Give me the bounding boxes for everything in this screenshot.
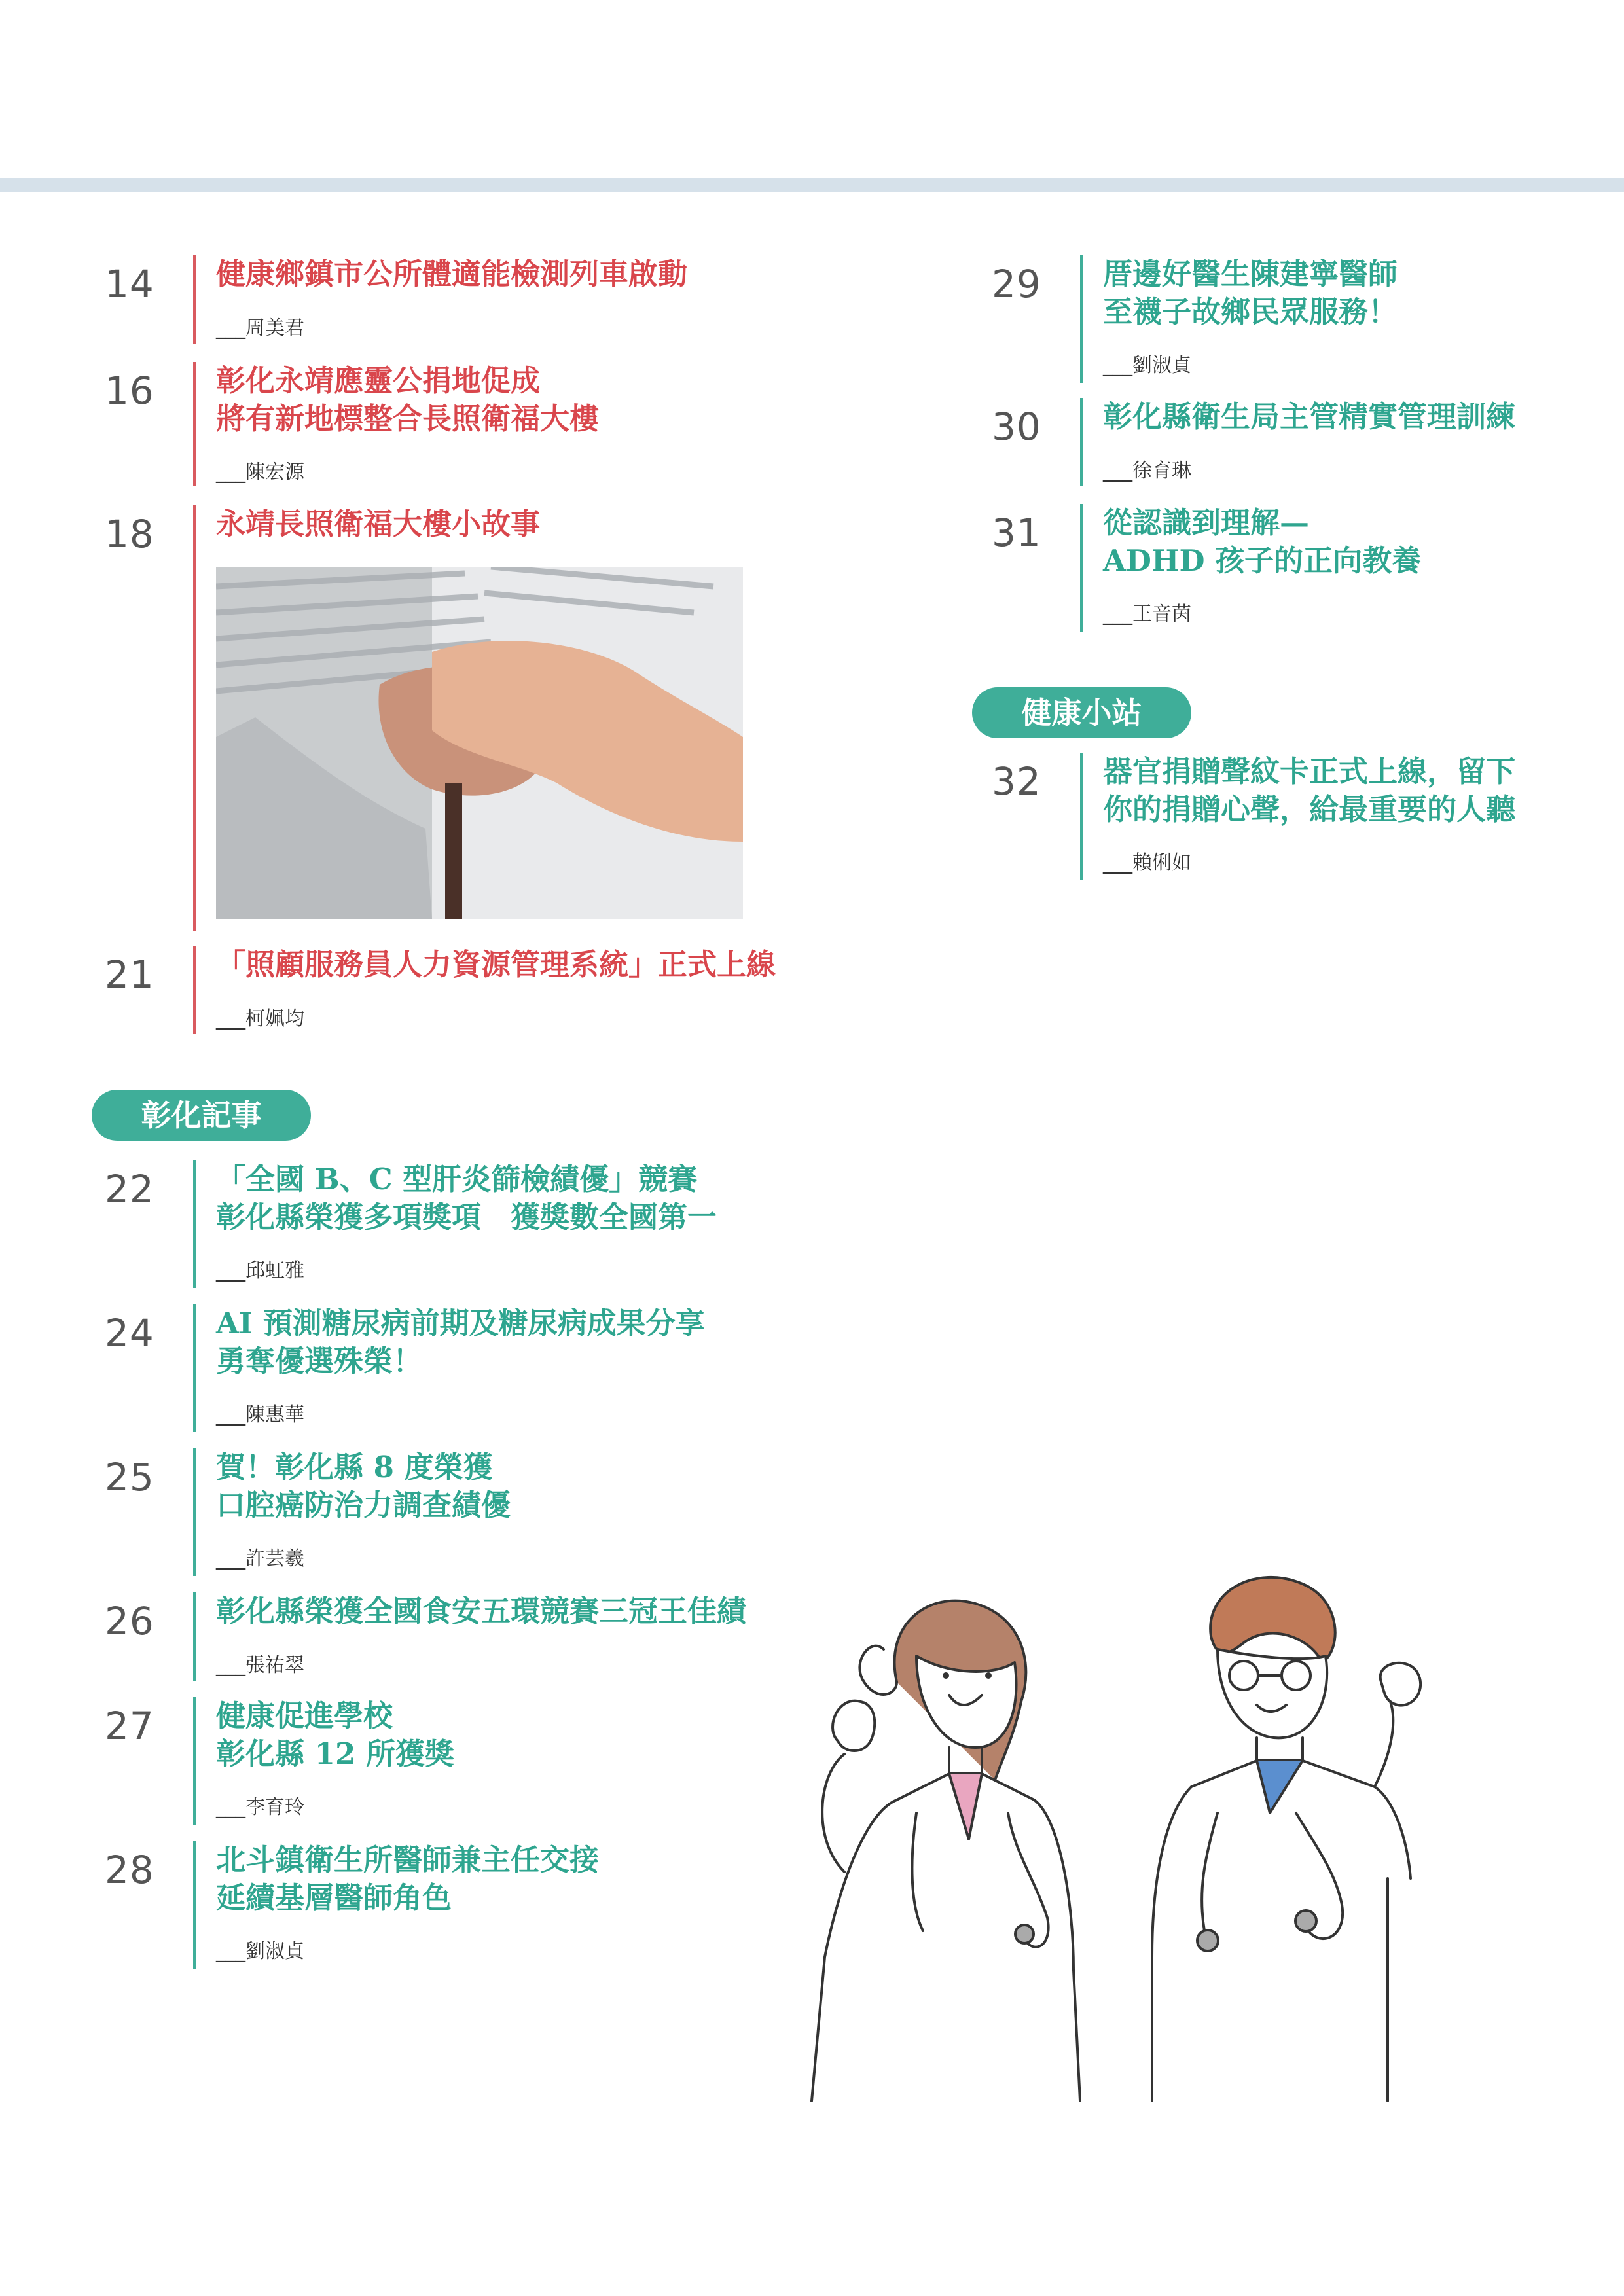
entry-divider	[193, 1448, 196, 1576]
toc-entry-25[interactable]	[105, 1448, 825, 1579]
entry-title: 北斗鎮衛生所醫師兼主任交接 延續基層醫師角色	[216, 1842, 600, 1915]
entry-divider	[193, 1697, 196, 1825]
entry-title: 從認識到理解— ADHD 孩子的正向教養	[1103, 505, 1422, 578]
page-number: 28	[105, 1848, 154, 1892]
toc-entry-22[interactable]	[105, 1160, 825, 1291]
entry-title: 器官捐贈聲紋卡正式上線，留下 你的捐贈心聲，給最重要的人聽	[1103, 754, 1516, 827]
entry-title: 彰化縣榮獲全國食安五環競賽三冠王佳績	[216, 1594, 747, 1628]
entry-author: ___李育玲	[216, 1796, 304, 1819]
page-number: 22	[105, 1167, 154, 1211]
entry-author: ___徐育琳	[1103, 459, 1191, 482]
section-label-changhua: 彰化記事	[92, 1090, 311, 1141]
entry-author: ___張祐翠	[216, 1654, 304, 1677]
toc-entry-29[interactable]	[992, 255, 1594, 386]
page-number: 27	[105, 1704, 154, 1748]
entry-divider	[193, 505, 196, 931]
entry-author: ___周美君	[216, 317, 304, 340]
entry-title: 永靖長照衛福大樓小故事	[216, 507, 541, 541]
page-number: 24	[105, 1311, 154, 1355]
entry-divider	[193, 362, 196, 486]
entry-divider	[193, 1160, 196, 1288]
page-number: 32	[992, 759, 1041, 804]
doctors-illustration	[799, 1564, 1486, 2108]
entry-author: ___賴俐如	[1103, 852, 1191, 874]
entry-title: 彰化永靖應靈公捐地促成 將有新地標整合長照衛福大樓	[216, 363, 600, 436]
page-number: 25	[105, 1455, 154, 1499]
entry-divider	[193, 1592, 196, 1681]
toc-entry-16[interactable]	[105, 362, 759, 493]
page-number: 21	[105, 952, 154, 997]
entry-title: 「全國 B、C 型肝炎篩檢績優」競賽 彰化縣榮獲多項獎項 獲獎數全國第一	[216, 1162, 717, 1234]
page-number: 14	[105, 262, 154, 306]
entry-divider	[193, 1841, 196, 1969]
entry-author: ___陳宏源	[216, 461, 304, 484]
entry-title: 「照顧服務員人力資源管理系統」正式上線	[216, 947, 776, 982]
toc-entry-28[interactable]	[105, 1841, 825, 1972]
toc-entry-31[interactable]	[992, 504, 1594, 635]
entry-title: 賀！彰化縣 8 度榮獲 口腔癌防治力調查績優	[216, 1450, 511, 1522]
toc-entry-21[interactable]	[105, 946, 825, 1037]
page-number: 18	[105, 512, 154, 556]
entry-author: ___劉淑貞	[1103, 354, 1191, 377]
toc-entry-32[interactable]	[992, 753, 1594, 884]
entry-author: ___劉淑貞	[216, 1940, 304, 1963]
entry-title: 彰化縣衛生局主管精實管理訓練	[1103, 399, 1516, 434]
header-band	[0, 178, 1624, 192]
entry-divider	[1080, 255, 1083, 383]
entry-divider	[1080, 504, 1083, 632]
entry-title: 厝邊好醫生陳建寧醫師 至襪子故鄉民眾服務！	[1103, 257, 1398, 329]
entry-author: ___柯姵均	[216, 1007, 304, 1030]
entry-author: ___許芸羲	[216, 1547, 304, 1570]
entry-divider	[193, 946, 196, 1034]
section-label-health: 健康小站	[972, 687, 1191, 738]
page-number: 16	[105, 368, 154, 413]
page-number: 31	[992, 511, 1041, 555]
entry-divider	[193, 255, 196, 344]
page-number: 29	[992, 262, 1041, 306]
entry-divider	[1080, 753, 1083, 880]
page-number: 26	[105, 1599, 154, 1643]
entry-title: 健康鄉鎮市公所體適能檢測列車啟動	[216, 257, 688, 291]
entry-title: 健康促進學校 彰化縣 12 所獲獎	[216, 1698, 454, 1771]
entry-author: ___陳惠華	[216, 1403, 304, 1426]
entry-author: ___邱虹雅	[216, 1259, 304, 1282]
entry-divider	[193, 1304, 196, 1432]
toc-entry-24[interactable]	[105, 1304, 825, 1435]
entry-title: AI 預測糖尿病前期及糖尿病成果分享 勇奪優選殊榮！	[216, 1306, 705, 1378]
elderly-hands-photo	[216, 567, 743, 919]
toc-entry-30[interactable]	[992, 398, 1594, 490]
toc-entry-27[interactable]	[105, 1697, 825, 1828]
entry-author: ___王音茵	[1103, 603, 1191, 626]
toc-entry-14[interactable]	[105, 255, 759, 347]
entry-divider	[1080, 398, 1083, 486]
page-number: 30	[992, 404, 1041, 449]
toc-entry-26[interactable]	[105, 1592, 825, 1684]
